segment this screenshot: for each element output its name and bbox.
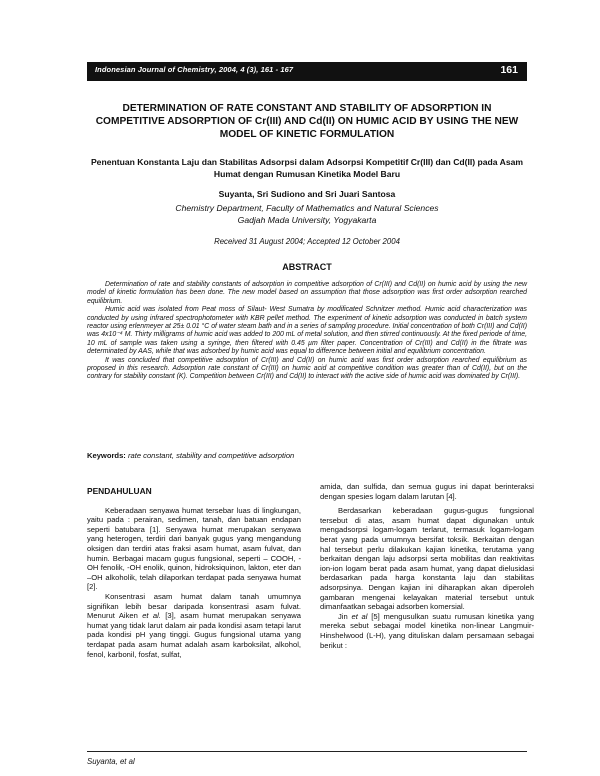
running-header — [87, 62, 527, 81]
body-paragraph — [87, 592, 301, 659]
running-footer: Suyanta, et al — [87, 757, 135, 766]
received-dates: Received 31 August 2004; Accepted 12 October 2004 — [214, 237, 400, 246]
body-paragraph: amida, dan sulfida, dan semua gugus ini dapat berinteraksi dengan spesies logam dalam larutan [4]. — [320, 482, 534, 501]
body-paragraph: Berdasarkan keberadaan gugus-gugus fungsional tersebut di atas, asam humat dapat digunakan untuk mengadsorpsi logam-logam terlarut, termasuk logam-logam berat yang pada umumnya bersifat toksik. Berkaitan dengan hal tersebut perlu dilakukan kajian kinetika, terutama yang berkaitan dengan laju adsorpsi serta mobilitas dan reaktivitas ion-ion logam berat pada asam humat, yang dapat dielusidasi berdasarkan pada harga konstanta laju dan stabilitas adsorpsinya. Dengan kajian ini diharapkan akan diperoleh gambaran mengenai kelayakan material tersebut untuk dimanfaatkan sebagai adsorben komersial. — [320, 506, 534, 612]
keywords — [87, 451, 527, 460]
affiliation-line-2: Gadjah Mada University, Yogyakarta — [237, 215, 377, 225]
abstract-heading: ABSTRACT — [282, 262, 332, 272]
abstract-paragraph-2: Humic acid was isolated from Peat moss of Silaut- West Sumatra by modificated Schnitzer method. Humic acid characterization was conducted by using infrared spectrophotometer with KBR pellet method. The experiment of kinetic adsorption was conducted in batch system reactor using erlenmeyer at 25± 0.01 °C of water steam bath and in a series of sampling procedure. Initial concentration of both Cr(III) and Cd(II) was 4x10⁻⁴ M. Thirty milligrams of humic acid was added to 200 mL of metal solution, and then stirred continuously. At the fixed periode of time, 10 mL of sample was taken using a syringe, then filtered with 0.45 µm filter paper. Concentration of Cr(III) and Cd(II) in the filtrate was determinated by AAS, while that was adsorbed by humic acid was equal to difference between initial and equilibrium concentration. — [87, 306, 527, 356]
body-paragraph: Keberadaan senyawa humat tersebar luas di lingkungan, yaitu pada : perairan, sedimen, tanah, dan batuan endapan seperti batubara [1]. Senyawa humat merupakan senyawa yang heterogen, terdiri dari banyak gugus yang mengandung oksigen dan terdiri atas fraksi asam humat, asam fulvat, dan humin. Berbagai macam gugus fungsional, seperti – COOH, -OH fenolik, -OH enolik, quinon, hidroksiquinon, lakton, eter dan –OH alkoholik, telah dilaporkan terdapat pada senyawa humat [2]. — [87, 505, 301, 592]
right-column — [320, 482, 534, 650]
paper-title: DETERMINATION OF RATE CONSTANT AND STABILITY OF ADSORPTION IN COMPETITIVE ADSORPTION OF Cr(III) AND Cd(II) ON HUMIC ACID BY USING THE NEW MODEL OF KINETIC FORMULATION — [95, 103, 519, 140]
body-text: [5] mengusulkan suatu rumusan kinetika yang mereka sebut sebagai model kinetika non-linear Langmuir-Hinshelwood (L-H), yang dituliskan dalam persamaan sebagai berikut : — [320, 611, 534, 650]
footer-rule — [87, 751, 527, 752]
body-text: Konsentrasi asam humat dalam tanah umumnya signifikan lebih besar daripada konsentrasi asam fulvat. Menurut Aiken — [87, 591, 301, 621]
et-al-text: et al. — [142, 611, 161, 621]
page-number: 161 — [500, 64, 518, 76]
journal-citation: Indonesian Journal of Chemistry, 2004, 4 (3), 161 - 167 — [95, 65, 294, 74]
section-heading: PENDAHULUAN — [87, 486, 152, 496]
body-paragraph — [320, 612, 534, 650]
abstract-paragraph-3: It was concluded that competitive adsorption of Cr(III) and Cd(II) on humic acid was first order adsorption rearched equilibrium as proposed in this research. Adsorption rate constant of Cr(III) on humic acid at competitive condition was greater than of Cd(II), but on the contrary for stability constant (K). Competition between Cr(III) and Cd(II) to interact with the active side of humic acid was dominated by Cr(III). — [87, 356, 527, 381]
et-al-text: et al — [351, 611, 368, 621]
body-text: [3], asam humat merupakan senyawa humat yang tidak larut dalam air pada kondisi asam tetapi larut pada kondisi pH yang tinggi. Gugus fungsional utama yang terdapat pada asam humat adalah asam karboksilat, alkohol, fenol, karbonil, fosfat, sulfat, — [87, 611, 301, 659]
author-list: Suyanta, Sri Sudiono and Sri Juari Santosa — [218, 189, 396, 199]
body-text: Jin — [338, 611, 352, 621]
abstract-paragraph-1: Determination of rate and stability constants of adsorption in competitive adsorption of Cr(III) and Cd(II) on humic acid by using the new model of kinetic formulation has been done. The new model based on assumption that those adsorption was first order adsorption rearched equilibrium. — [87, 281, 527, 305]
abstract-body — [87, 281, 527, 382]
affiliation — [87, 202, 527, 226]
affiliation-line-1: Chemistry Department, Faculty of Mathematics and Natural Sciences — [175, 203, 439, 213]
keywords-text: rate constant, stability and competitive adsorption — [127, 451, 295, 460]
keywords-label: Keywords: — [87, 451, 126, 460]
left-column — [87, 487, 301, 659]
paper-subtitle: Penentuan Konstanta Laju dan Stabilitas Adsorpsi dalam Adsorpsi Kompetitif Cr(III) dan Cd(II) pada Asam Humat dengan Rumusan Kinetika Model Baru — [90, 157, 524, 179]
